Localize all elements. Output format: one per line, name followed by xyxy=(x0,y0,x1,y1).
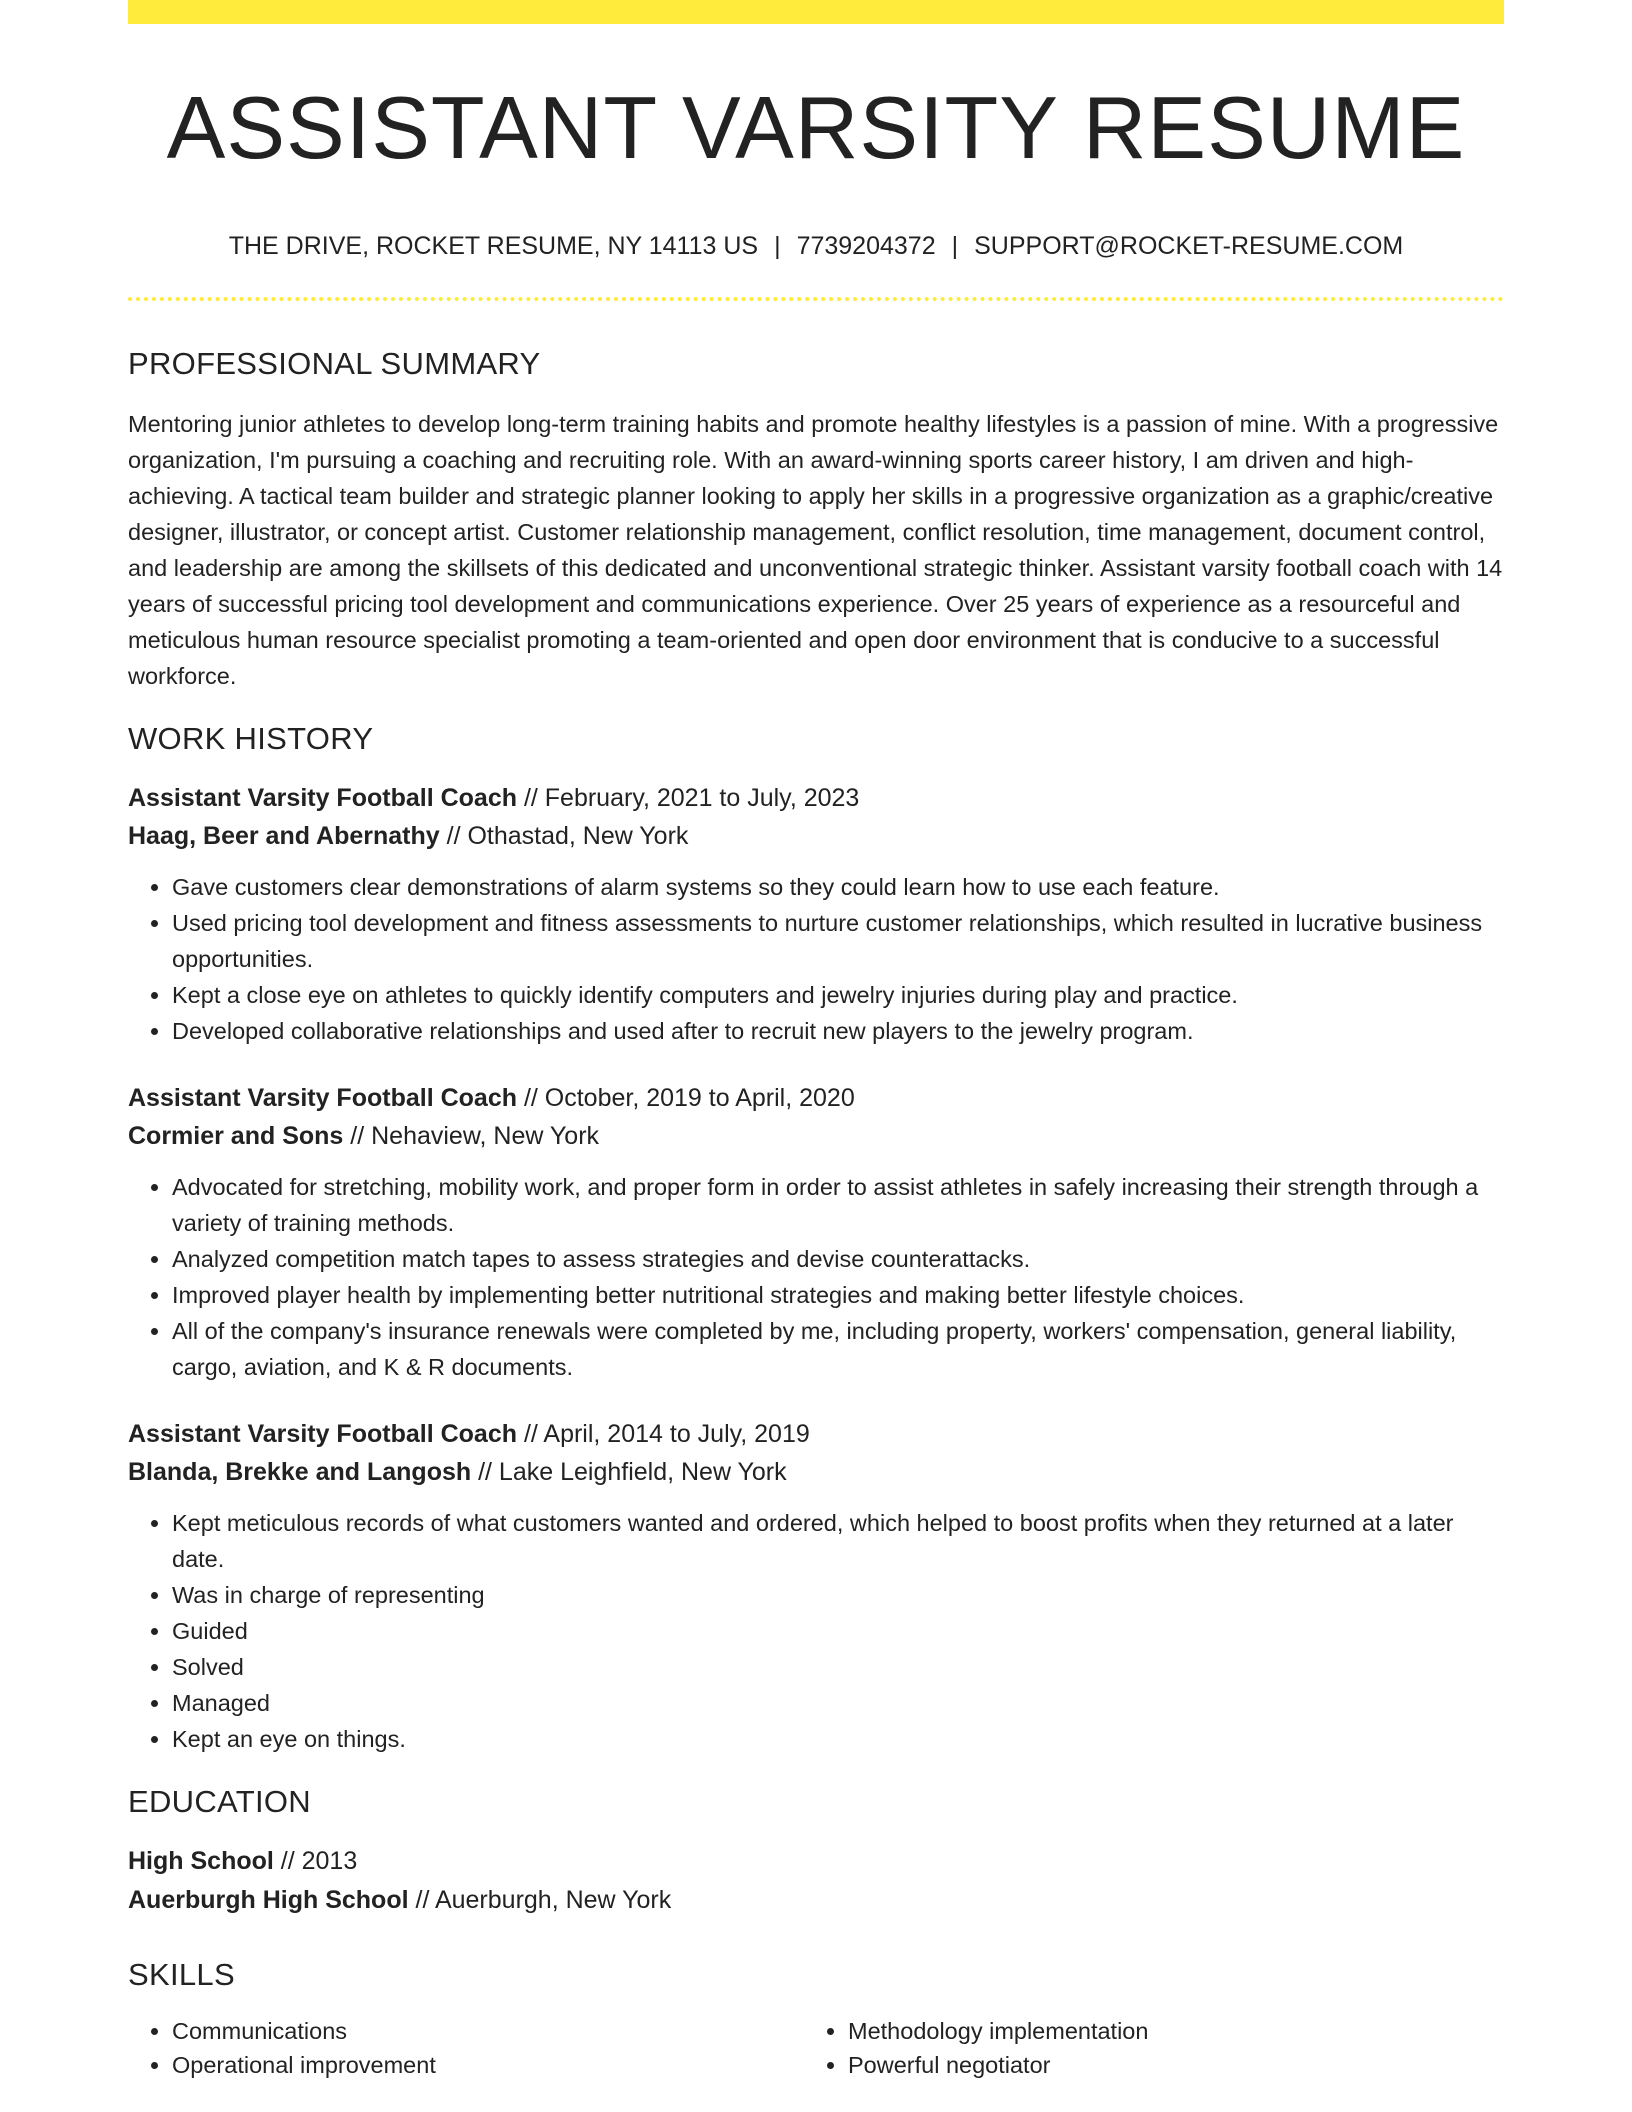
education-year: // 2013 xyxy=(273,1847,358,1876)
job-dates: // February, 2021 to July, 2023 xyxy=(517,784,860,813)
contact-address: THE DRIVE, ROCKET RESUME, NY 14113 US xyxy=(228,231,759,260)
job-entry xyxy=(128,1079,1504,1385)
contact-phone[interactable]: 7739204372 xyxy=(796,231,936,260)
list-item: • Kept an eye on things. xyxy=(172,1721,1504,1757)
job-bullets xyxy=(128,869,1504,1049)
list-item: • Gave customers clear demonstrations of alarm systems so they could learn how to use each feature. xyxy=(172,869,1504,905)
list-item: • Kept a close eye on athletes to quickly identify computers and jewelry injuries during play and practice. xyxy=(172,977,1504,1013)
education-degree: High School xyxy=(128,1847,274,1876)
job-entry xyxy=(128,779,1504,1049)
education-location: // Auerburgh, New York xyxy=(408,1886,672,1915)
accent-top-bar xyxy=(128,0,1504,24)
contact-separator: | xyxy=(951,231,959,260)
list-item: • Kept meticulous records of what customers wanted and ordered, which helped to boost profits when they returned at a later date. xyxy=(172,1505,1504,1577)
job-header xyxy=(128,779,1504,855)
list-item: • Operational improvement xyxy=(172,2048,804,2082)
job-dates: // October, 2019 to April, 2020 xyxy=(517,1084,855,1113)
skills-column-right xyxy=(804,2014,1480,2082)
job-location: // Othastad, New York xyxy=(439,822,689,851)
list-item: • Managed xyxy=(172,1685,1504,1721)
resume-page xyxy=(128,0,1504,2082)
job-role: Assistant Varsity Football Coach xyxy=(128,1084,517,1113)
list-item: • Was in charge of representing xyxy=(172,1577,1504,1613)
list-item: • Guided xyxy=(172,1613,1504,1649)
skills-list xyxy=(128,2014,1504,2082)
list-item: • Solved xyxy=(172,1649,1504,1685)
job-location: // Lake Leighfield, New York xyxy=(471,1458,787,1487)
job-role: Assistant Varsity Football Coach xyxy=(128,1420,517,1449)
summary-text: Mentoring junior athletes to develop long-term training habits and promote healthy lifestyles is a passion of mine. With a progressive organization, I'm pursuing a coaching and recruiting role. With an award-winning sports career history, I am driven and high-achieving. A tactical team builder and strategic planner looking to apply her skills in a progressive organization as a graphic/creative designer, illustrator, or concept artist. Customer relationship management, conflict resolution, time management, document control, and leadership are among the skillsets of this dedicated and unconventional strategic thinker. Assistant varsity football coach with 14 years of successful pricing tool development and communications experience. Over 25 years of experience as a resourceful and meticulous human resource specialist promoting a team-oriented and open door environment that is conducive to a successful workforce. xyxy=(128,410,1503,689)
resume-title: ASSISTANT VARSITY RESUME xyxy=(166,78,1466,177)
section-title-education: EDUCATION xyxy=(128,1784,311,1820)
education-school: Auerburgh High School xyxy=(128,1886,409,1915)
job-company: Haag, Beer and Abernathy xyxy=(128,822,440,851)
section-title-work-history: WORK HISTORY xyxy=(128,720,374,756)
job-company: Blanda, Brekke and Langosh xyxy=(128,1458,472,1487)
job-bullets xyxy=(128,1169,1504,1385)
list-item: • Developed collaborative relationships and used after to recruit new players to the jewelry program. xyxy=(172,1013,1504,1049)
list-item: • Advocated for stretching, mobility work, and proper form in order to assist athletes in safely increasing their strength through a variety of training methods. xyxy=(172,1169,1504,1241)
job-header xyxy=(128,1079,1504,1155)
job-role: Assistant Varsity Football Coach xyxy=(128,784,517,813)
job-bullets xyxy=(128,1505,1504,1757)
dotted-divider xyxy=(128,297,1504,301)
list-item: • Used pricing tool development and fitness assessments to nurture customer relationships, which resulted in lucrative business opportunities. xyxy=(172,905,1504,977)
section-title-skills: SKILLS xyxy=(128,1957,235,1993)
list-item: • Analyzed competition match tapes to assess strategies and devise counterattacks. xyxy=(172,1241,1504,1277)
job-header xyxy=(128,1415,1504,1491)
skills-column-left xyxy=(128,2014,804,2082)
list-item: • Improved player health by implementing better nutritional strategies and making better lifestyle choices. xyxy=(172,1277,1504,1313)
list-item: • All of the company's insurance renewals were completed by me, including property, workers' compensation, general liability, cargo, aviation, and K & R documents. xyxy=(172,1313,1504,1385)
job-dates: // April, 2014 to July, 2019 xyxy=(517,1420,810,1449)
job-location: // Nehaview, New York xyxy=(343,1122,600,1151)
section-title-summary: PROFESSIONAL SUMMARY xyxy=(128,345,541,381)
job-company: Cormier and Sons xyxy=(128,1122,344,1151)
education-entry xyxy=(128,1842,1504,1920)
contact-email[interactable]: SUPPORT@ROCKET-RESUME.COM xyxy=(974,231,1404,260)
contact-line xyxy=(128,231,1504,261)
list-item: • Powerful negotiator xyxy=(848,2048,1480,2082)
list-item: • Communications xyxy=(172,2014,804,2048)
job-entry xyxy=(128,1415,1504,1757)
list-item: • Methodology implementation xyxy=(848,2014,1480,2048)
contact-separator: | xyxy=(774,231,781,260)
